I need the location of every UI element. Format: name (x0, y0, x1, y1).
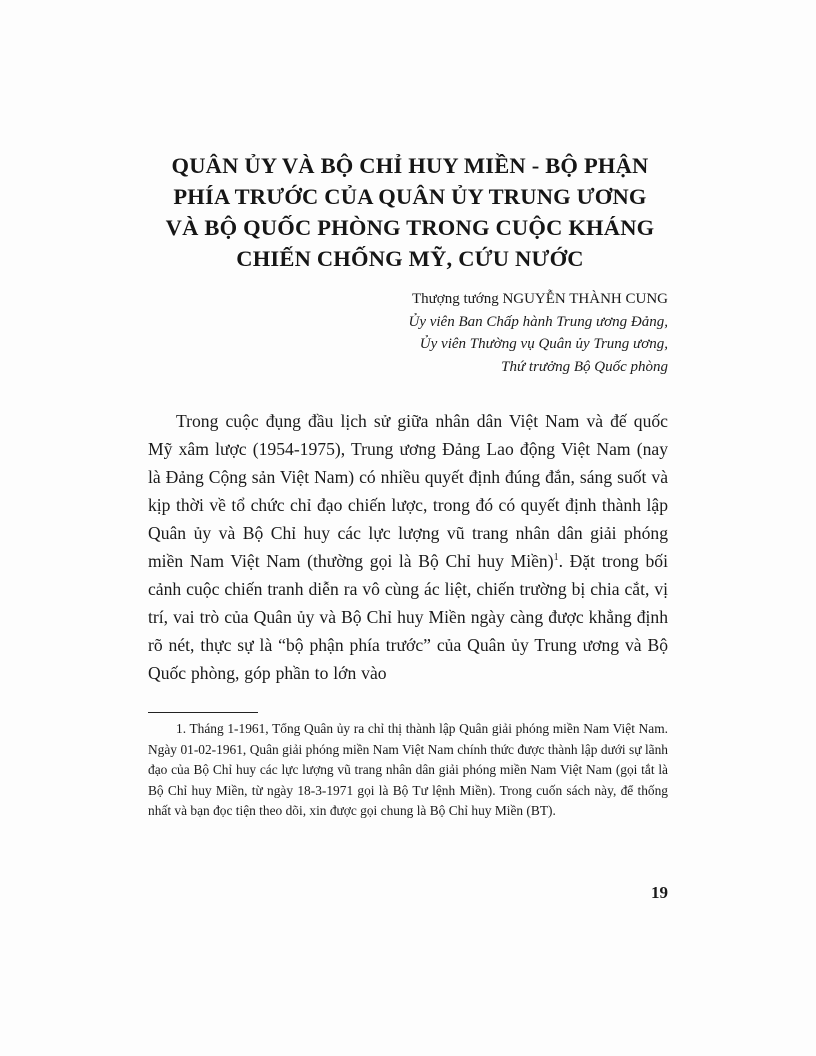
author-role: Thứ trưởng Bộ Quốc phòng (501, 358, 668, 375)
title-line: QUÂN ỦY VÀ BỘ CHỈ HUY MIỀN - BỘ PHẬN (171, 153, 649, 178)
title-line: VÀ BỘ QUỐC PHÒNG TRONG CUỘC KHÁNG (165, 215, 655, 240)
author-role: Ủy viên Ban Chấp hành Trung ương Đảng, (408, 313, 668, 330)
author-role: Ủy viên Thường vụ Quân ủy Trung ương, (419, 336, 668, 352)
title-line: CHIẾN CHỐNG MỸ, CỨU NƯỚC (236, 246, 584, 271)
footnote: 1. Tháng 1-1961, Tổng Quân ủy ra chỉ thị thành lập Quân giải phóng miền Nam Việt Nam. Ngày 01-02-1961, Quân giải phóng miền Nam Việt Nam chính thức được thành lập dưới sự lãnh đạo của Bộ Chỉ huy các lực lượng vũ trang nhân dân giải phóng miền Nam Việt Nam (gọi tắt là Bộ Chỉ huy Miền, từ ngày 18-3-1971 gọi là Bộ Tư lệnh Miền). Trong cuốn sách này, để thống nhất và bạn đọc tiện theo dõi, xin được gọi chung là Bộ Chỉ huy Miền (BT). (148, 721, 668, 818)
title-line: PHÍA TRƯỚC CỦA QUÂN ỦY TRUNG ƯƠNG (173, 184, 647, 209)
author-block (248, 288, 668, 378)
body-text-part: . Đặt trong bối cảnh cuộc chiến tranh diễn ra vô cùng ác liệt, chiến trường bị chia cắt, vị trí, vai trò của Quân ủy và Bộ Chỉ huy Miền ngày càng được khẳng định rõ nét, thực sự là “bộ phận phía trước” của Quân ủy Trung ương và Bộ Quốc phòng, góp phần to lớn vào (148, 551, 668, 683)
footnote-reference: 1 (553, 552, 559, 564)
body-paragraph (148, 407, 668, 687)
body-text-part: Trong cuộc đụng đầu lịch sử giữa nhân dân Việt Nam và đế quốc Mỹ xâm lược (1954-1975), Trung ương Đảng Lao động Việt Nam (nay là Đảng Cộng sản Việt Nam) có nhiều quyết định đúng đắn, sáng suốt và kịp thời về tổ chức chỉ đạo chiến lược, trong đó có quyết định thành lập Quân ủy và Bộ Chỉ huy các lực lượng vũ trang nhân dân giải phóng miền Nam Việt Nam (thường gọi là Bộ Chỉ huy Miền) (148, 411, 668, 571)
footnote-divider (148, 712, 258, 713)
author-name: Thượng tướng NGUYỄN THÀNH CUNG (411, 291, 668, 307)
article-title (150, 150, 670, 274)
page-number: 19 (651, 883, 668, 902)
